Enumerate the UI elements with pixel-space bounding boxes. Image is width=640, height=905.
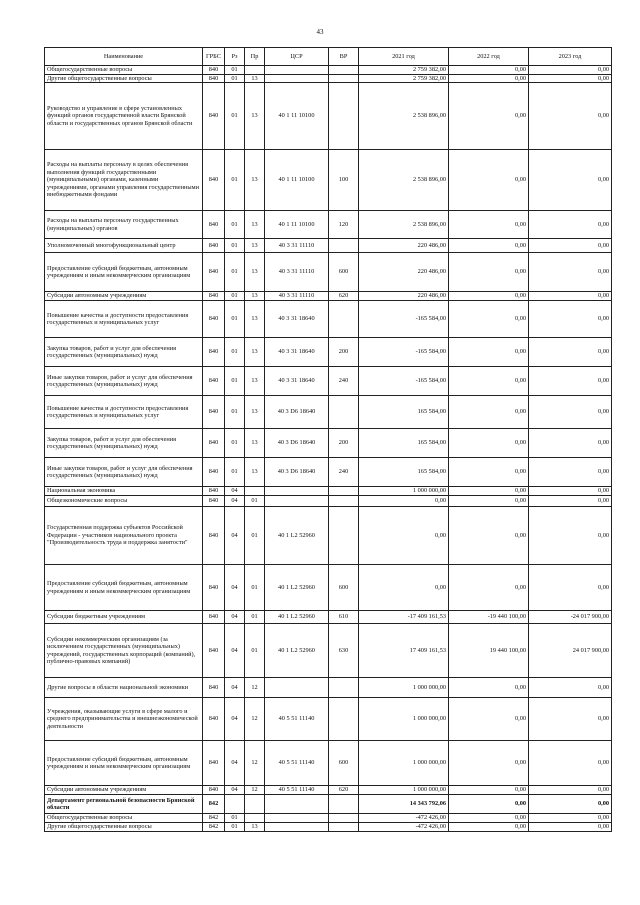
cell-y2021: 14 343 792,06 [359, 795, 449, 814]
cell-y2023: 0,00 [529, 253, 612, 292]
cell-y2021: 2 538 896,00 [359, 150, 449, 211]
cell-name: Департамент региональной безопасности Брянской области [45, 795, 203, 814]
table-row [45, 338, 612, 367]
cell-y2021: 2 759 382,00 [359, 74, 449, 83]
cell-y2022: 0,00 [449, 565, 529, 611]
cell-y2023: 0,00 [529, 786, 612, 795]
cell-y2022: 0,00 [449, 458, 529, 487]
cell-vr: 240 [329, 367, 359, 396]
cell-y2021: -165 584,00 [359, 338, 449, 367]
cell-y2023: 0,00 [529, 83, 612, 150]
header-pr: Пр [245, 48, 265, 66]
cell-y2022: 0,00 [449, 741, 529, 786]
table-row [45, 507, 612, 565]
cell-y2023: 0,00 [529, 458, 612, 487]
cell-pr: 13 [245, 367, 265, 396]
cell-rz: 04 [225, 786, 245, 795]
cell-pr: 01 [245, 507, 265, 565]
cell-y2023: 0,00 [529, 338, 612, 367]
cell-csr: 40 1 L2 52960 [265, 565, 329, 611]
cell-y2022: 0,00 [449, 338, 529, 367]
cell-rz: 04 [225, 611, 245, 624]
table-body [45, 66, 612, 832]
cell-name: Предоставление субсидий бюджетным, автономным учреждениям и иным некоммерческим организациям [45, 741, 203, 786]
cell-grbs: 840 [203, 396, 225, 429]
cell-rz: 04 [225, 487, 245, 496]
cell-grbs: 840 [203, 74, 225, 83]
cell-y2023: 0,00 [529, 496, 612, 507]
cell-y2023: 0,00 [529, 814, 612, 823]
cell-rz: 01 [225, 301, 245, 338]
cell-name: Расходы на выплаты персоналу в целях обеспечения выполнения функций государственными (муниципальными) органами, казенными учреждениями, органами управления государственными внебюджетными фондами [45, 150, 203, 211]
table-row [45, 211, 612, 239]
cell-vr: 600 [329, 253, 359, 292]
cell-vr [329, 795, 359, 814]
cell-y2023: 0,00 [529, 487, 612, 496]
cell-vr: 620 [329, 292, 359, 301]
cell-y2023: 0,00 [529, 795, 612, 814]
cell-rz: 01 [225, 253, 245, 292]
cell-rz: 04 [225, 565, 245, 611]
table-row [45, 396, 612, 429]
cell-name: Другие общегосударственные вопросы [45, 823, 203, 832]
cell-y2022: 0,00 [449, 253, 529, 292]
cell-y2022: 19 440 100,00 [449, 624, 529, 678]
table-row [45, 458, 612, 487]
cell-vr [329, 678, 359, 698]
cell-rz: 01 [225, 83, 245, 150]
table-row [45, 741, 612, 786]
cell-name: Закупка товаров, работ и услуг для обеспечения государственных (муниципальных) нужд [45, 338, 203, 367]
cell-name: Субсидии бюджетным учреждениям [45, 611, 203, 624]
cell-csr [265, 795, 329, 814]
cell-y2021: 2 538 896,00 [359, 83, 449, 150]
cell-grbs: 840 [203, 624, 225, 678]
table-row [45, 74, 612, 83]
cell-pr: 13 [245, 396, 265, 429]
cell-y2021: 165 584,00 [359, 458, 449, 487]
cell-csr: 40 1 11 10100 [265, 150, 329, 211]
cell-grbs: 840 [203, 611, 225, 624]
cell-y2021: 1 000 000,00 [359, 786, 449, 795]
cell-y2021: -165 584,00 [359, 367, 449, 396]
header-grbs: ГРБС [203, 48, 225, 66]
cell-csr: 40 5 51 11140 [265, 698, 329, 741]
cell-y2021: -165 584,00 [359, 301, 449, 338]
header-csr: ЦСР [265, 48, 329, 66]
cell-y2022: 0,00 [449, 367, 529, 396]
cell-y2023: -24 017 900,00 [529, 611, 612, 624]
cell-y2021: 220 486,00 [359, 292, 449, 301]
cell-pr: 13 [245, 211, 265, 239]
cell-vr: 120 [329, 211, 359, 239]
cell-grbs: 840 [203, 458, 225, 487]
table-row [45, 83, 612, 150]
cell-y2023: 0,00 [529, 292, 612, 301]
cell-y2022: 0,00 [449, 698, 529, 741]
cell-y2022: 0,00 [449, 74, 529, 83]
cell-grbs: 840 [203, 66, 225, 75]
cell-y2022: 0,00 [449, 150, 529, 211]
cell-pr: 13 [245, 74, 265, 83]
cell-grbs: 840 [203, 253, 225, 292]
cell-vr [329, 66, 359, 75]
cell-y2022: 0,00 [449, 396, 529, 429]
cell-csr: 40 1 L2 52960 [265, 611, 329, 624]
cell-vr [329, 496, 359, 507]
table-row [45, 496, 612, 507]
cell-y2021: 165 584,00 [359, 429, 449, 458]
cell-y2021: 0,00 [359, 507, 449, 565]
header-vr: ВР [329, 48, 359, 66]
cell-y2023: 0,00 [529, 741, 612, 786]
cell-vr: 600 [329, 741, 359, 786]
cell-grbs: 840 [203, 678, 225, 698]
cell-rz: 01 [225, 396, 245, 429]
header-name: Наименование [45, 48, 203, 66]
cell-name: Другие общегосударственные вопросы [45, 74, 203, 83]
cell-grbs: 840 [203, 487, 225, 496]
cell-grbs: 840 [203, 338, 225, 367]
cell-y2023: 0,00 [529, 678, 612, 698]
cell-vr: 100 [329, 150, 359, 211]
cell-y2023: 0,00 [529, 239, 612, 253]
budget-table [44, 47, 612, 832]
table-header-row [45, 48, 612, 66]
cell-y2023: 24 017 900,00 [529, 624, 612, 678]
cell-y2022: 0,00 [449, 301, 529, 338]
cell-vr: 620 [329, 786, 359, 795]
cell-vr: 600 [329, 565, 359, 611]
cell-name: Общегосударственные вопросы [45, 66, 203, 75]
cell-grbs: 840 [203, 301, 225, 338]
table-row [45, 678, 612, 698]
cell-name: Повышение качества и доступности предоставления государственных и муниципальных услуг [45, 396, 203, 429]
cell-grbs: 840 [203, 698, 225, 741]
cell-pr: 13 [245, 429, 265, 458]
cell-y2023: 0,00 [529, 823, 612, 832]
cell-y2022: 0,00 [449, 239, 529, 253]
cell-pr: 12 [245, 741, 265, 786]
table-row [45, 301, 612, 338]
cell-csr: 40 3 31 18640 [265, 338, 329, 367]
cell-y2022: 0,00 [449, 429, 529, 458]
cell-rz: 01 [225, 429, 245, 458]
cell-y2021: 1 000 000,00 [359, 678, 449, 698]
cell-name: Национальная экономика [45, 487, 203, 496]
cell-csr: 40 3 D6 18640 [265, 429, 329, 458]
cell-y2022: 0,00 [449, 786, 529, 795]
cell-rz: 01 [225, 211, 245, 239]
cell-y2021: 2 759 382,00 [359, 66, 449, 75]
cell-y2022: 0,00 [449, 487, 529, 496]
cell-rz: 01 [225, 74, 245, 83]
cell-y2023: 0,00 [529, 429, 612, 458]
table-row [45, 487, 612, 496]
cell-y2021: 17 409 161,53 [359, 624, 449, 678]
cell-csr: 40 3 31 18640 [265, 367, 329, 396]
cell-grbs: 842 [203, 795, 225, 814]
cell-csr [265, 66, 329, 75]
cell-name: Иные закупки товаров, работ и услуг для обеспечения государственных (муниципальных) нужд [45, 458, 203, 487]
cell-y2022: 0,00 [449, 496, 529, 507]
header-2021: 2021 год [359, 48, 449, 66]
cell-rz: 01 [225, 458, 245, 487]
cell-vr: 200 [329, 338, 359, 367]
cell-pr: 01 [245, 496, 265, 507]
cell-name: Предоставление субсидий бюджетным, автономным учреждениям и иным некоммерческим организациям [45, 253, 203, 292]
table-row [45, 565, 612, 611]
cell-y2023: 0,00 [529, 698, 612, 741]
cell-name: Повышение качества и доступности предоставления государственных и муниципальных услуг [45, 301, 203, 338]
cell-csr [265, 496, 329, 507]
cell-vr [329, 74, 359, 83]
header-rz: Рз [225, 48, 245, 66]
cell-vr [329, 83, 359, 150]
cell-name: Предоставление субсидий бюджетным, автономным учреждениям и иным некоммерческим организациям [45, 565, 203, 611]
cell-y2022: 0,00 [449, 814, 529, 823]
cell-y2022: 0,00 [449, 507, 529, 565]
table-row [45, 611, 612, 624]
cell-csr: 40 1 L2 52960 [265, 507, 329, 565]
cell-pr [245, 66, 265, 75]
table-row [45, 239, 612, 253]
cell-pr: 12 [245, 698, 265, 741]
cell-grbs: 840 [203, 239, 225, 253]
cell-csr [265, 823, 329, 832]
cell-vr [329, 487, 359, 496]
cell-pr: 13 [245, 292, 265, 301]
cell-rz: 04 [225, 698, 245, 741]
table-row [45, 429, 612, 458]
cell-rz: 01 [225, 367, 245, 396]
cell-name: Общеэкономические вопросы [45, 496, 203, 507]
cell-y2023: 0,00 [529, 367, 612, 396]
cell-pr [245, 487, 265, 496]
cell-pr: 13 [245, 823, 265, 832]
cell-y2021: 1 000 000,00 [359, 741, 449, 786]
cell-pr: 13 [245, 83, 265, 150]
cell-rz: 04 [225, 496, 245, 507]
cell-vr: 240 [329, 458, 359, 487]
cell-name: Уполномоченный многофункциональный центр [45, 239, 203, 253]
header-2022: 2022 год [449, 48, 529, 66]
cell-pr: 12 [245, 786, 265, 795]
table-row [45, 786, 612, 795]
table-row [45, 823, 612, 832]
cell-csr: 40 1 11 10100 [265, 211, 329, 239]
cell-rz: 01 [225, 823, 245, 832]
cell-grbs: 840 [203, 786, 225, 795]
cell-rz [225, 795, 245, 814]
cell-csr [265, 487, 329, 496]
cell-grbs: 842 [203, 814, 225, 823]
cell-csr: 40 3 31 18640 [265, 301, 329, 338]
cell-y2021: 0,00 [359, 496, 449, 507]
cell-vr [329, 823, 359, 832]
cell-y2021: -472 426,00 [359, 814, 449, 823]
cell-y2021: 2 538 896,00 [359, 211, 449, 239]
cell-csr: 40 3 31 11110 [265, 253, 329, 292]
cell-csr [265, 814, 329, 823]
cell-y2023: 0,00 [529, 301, 612, 338]
cell-name: Субсидии некоммерческим организациям (за исключением государственных (муниципальных) учреждений, государственных корпораций (компаний), публично-правовых компаний) [45, 624, 203, 678]
table-row [45, 698, 612, 741]
cell-y2021: 220 486,00 [359, 253, 449, 292]
page-number: 43 [316, 28, 324, 36]
cell-csr: 40 1 11 10100 [265, 83, 329, 150]
cell-y2022: 0,00 [449, 66, 529, 75]
cell-y2022: 0,00 [449, 211, 529, 239]
cell-vr [329, 396, 359, 429]
cell-grbs: 840 [203, 429, 225, 458]
cell-y2023: 0,00 [529, 507, 612, 565]
cell-vr: 610 [329, 611, 359, 624]
cell-y2021: -472 426,00 [359, 823, 449, 832]
cell-y2021: -17 409 161,53 [359, 611, 449, 624]
cell-y2021: 0,00 [359, 565, 449, 611]
cell-csr: 40 1 L2 52960 [265, 624, 329, 678]
cell-rz: 01 [225, 338, 245, 367]
cell-rz: 01 [225, 66, 245, 75]
cell-vr [329, 507, 359, 565]
cell-rz: 04 [225, 507, 245, 565]
table-row [45, 795, 612, 814]
cell-csr: 40 3 31 11110 [265, 292, 329, 301]
cell-grbs: 840 [203, 211, 225, 239]
cell-pr: 01 [245, 565, 265, 611]
cell-pr: 01 [245, 611, 265, 624]
cell-rz: 04 [225, 678, 245, 698]
cell-name: Учреждения, оказывающие услуги в сфере малого и среднего предпринимательства и внешнеэкономической деятельности [45, 698, 203, 741]
cell-rz: 01 [225, 239, 245, 253]
cell-grbs: 840 [203, 150, 225, 211]
cell-pr [245, 814, 265, 823]
cell-name: Субсидии автономным учреждениям [45, 292, 203, 301]
cell-name: Общегосударственные вопросы [45, 814, 203, 823]
cell-vr: 630 [329, 624, 359, 678]
table-row [45, 253, 612, 292]
cell-csr: 40 5 51 11140 [265, 741, 329, 786]
cell-csr: 40 5 51 11140 [265, 786, 329, 795]
cell-y2023: 0,00 [529, 565, 612, 611]
cell-vr [329, 239, 359, 253]
cell-pr: 13 [245, 458, 265, 487]
cell-grbs: 840 [203, 741, 225, 786]
table-row [45, 624, 612, 678]
cell-pr: 13 [245, 338, 265, 367]
cell-pr: 12 [245, 678, 265, 698]
cell-y2021: 220 486,00 [359, 239, 449, 253]
cell-csr [265, 74, 329, 83]
cell-name: Субсидии автономным учреждениям [45, 786, 203, 795]
cell-y2022: 0,00 [449, 292, 529, 301]
cell-pr [245, 795, 265, 814]
cell-y2021: 1 000 000,00 [359, 487, 449, 496]
cell-y2022: 0,00 [449, 823, 529, 832]
table-row [45, 292, 612, 301]
cell-name: Государственная поддержка субъектов Российской Федерации - участников национального проекта "Производительность труда и поддержка занятости" [45, 507, 203, 565]
cell-name: Иные закупки товаров, работ и услуг для обеспечения государственных (муниципальных) нужд [45, 367, 203, 396]
cell-y2022: 0,00 [449, 678, 529, 698]
cell-rz: 01 [225, 292, 245, 301]
cell-name: Другие вопросы в области национальной экономики [45, 678, 203, 698]
cell-y2022: 0,00 [449, 795, 529, 814]
cell-y2022: 0,00 [449, 83, 529, 150]
cell-csr: 40 3 D6 18640 [265, 396, 329, 429]
header-2023: 2023 год [529, 48, 612, 66]
table-row [45, 367, 612, 396]
cell-pr: 13 [245, 253, 265, 292]
cell-pr: 01 [245, 624, 265, 678]
cell-vr [329, 814, 359, 823]
cell-grbs: 842 [203, 823, 225, 832]
cell-y2022: -19 440 100,00 [449, 611, 529, 624]
cell-grbs: 840 [203, 83, 225, 150]
cell-rz: 01 [225, 814, 245, 823]
cell-grbs: 840 [203, 507, 225, 565]
cell-pr: 13 [245, 301, 265, 338]
cell-vr [329, 301, 359, 338]
cell-rz: 04 [225, 741, 245, 786]
cell-grbs: 840 [203, 367, 225, 396]
cell-y2023: 0,00 [529, 66, 612, 75]
cell-name: Расходы на выплаты персоналу государственных (муниципальных) органов [45, 211, 203, 239]
cell-csr: 40 3 D6 18640 [265, 458, 329, 487]
cell-csr: 40 3 31 11110 [265, 239, 329, 253]
cell-pr: 13 [245, 150, 265, 211]
cell-y2021: 1 000 000,00 [359, 698, 449, 741]
table-row [45, 150, 612, 211]
cell-y2023: 0,00 [529, 396, 612, 429]
cell-csr [265, 678, 329, 698]
table-row [45, 814, 612, 823]
cell-grbs: 840 [203, 292, 225, 301]
cell-rz: 04 [225, 624, 245, 678]
cell-vr [329, 698, 359, 741]
cell-vr: 200 [329, 429, 359, 458]
table-row [45, 66, 612, 75]
cell-grbs: 840 [203, 565, 225, 611]
cell-rz: 01 [225, 150, 245, 211]
cell-y2023: 0,00 [529, 150, 612, 211]
cell-y2021: 165 584,00 [359, 396, 449, 429]
cell-y2023: 0,00 [529, 211, 612, 239]
cell-name: Закупка товаров, работ и услуг для обеспечения государственных (муниципальных) нужд [45, 429, 203, 458]
cell-name: Руководство и управление в сфере установленных функций органов государственной власти Брянской области и государственных органов Брянской области [45, 83, 203, 150]
cell-pr: 13 [245, 239, 265, 253]
cell-y2023: 0,00 [529, 74, 612, 83]
cell-grbs: 840 [203, 496, 225, 507]
